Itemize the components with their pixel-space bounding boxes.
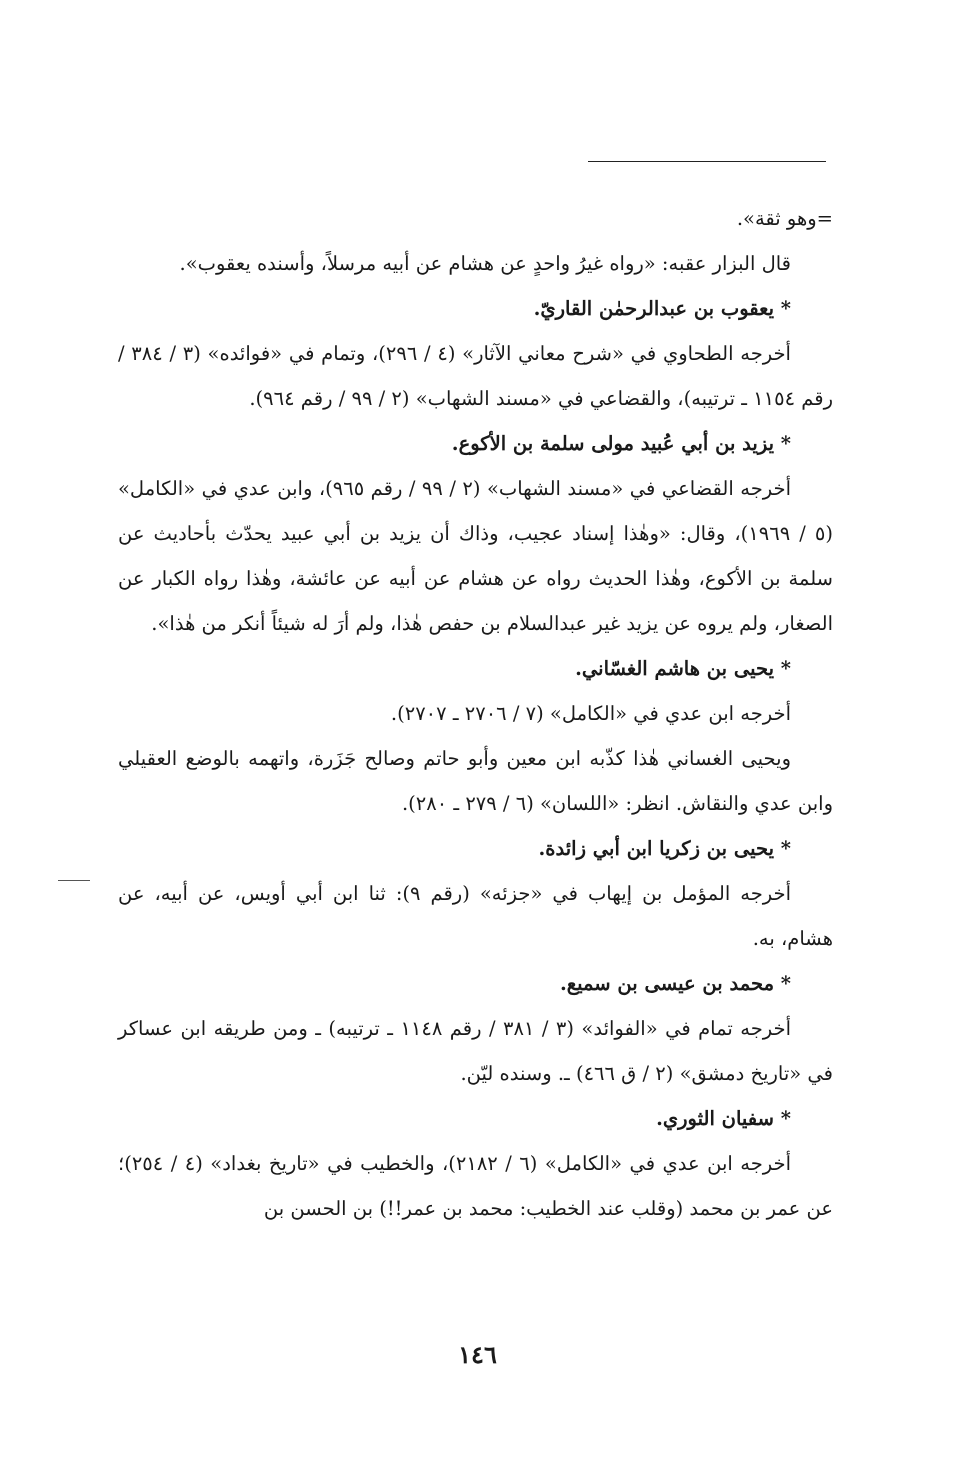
paragraph-tahawi: أخرجه الطحاوي في «شرح معاني الآثار» (٤ / ٢٩٦)، وتمام في «فوائده» (٣ / ٣٨٤ / رقم ١١٥٤ ـ ترتيبه)، والقضاعي في «مسند الشهاب» (٢ / ٩٩ / رقم ٩٦٤).	[118, 342, 833, 410]
paragraph-continuation: =وهو ثقة».	[736, 207, 833, 230]
paragraph-bazzar: قال البزار عقبه: «رواه غيرُ واحدٍ عن هشام عن أبيه مرسلاً، وأسنده يعقوب».	[179, 252, 791, 275]
footnote-separator-rule	[588, 161, 826, 162]
paragraph-tammam: أخرجه تمام في «الفوائد» (٣ / ٣٨١ / رقم ١١٤٨ ـ ترتيبه) ـ ومن طريقه ابن عساكر في «تاريخ دمشق» (٢ / ق ٤٦٦) ـ. وسنده ليّن.	[118, 1017, 833, 1085]
heading-yazid: * يزيد بن أبي عُبيد مولى سلمة بن الأكوع.	[451, 432, 791, 455]
paragraph-qudai: أخرجه القضاعي في «مسند الشهاب» (٢ / ٩٩ / رقم ٩٦٥)، وابن عدي في «الكامل» (٥ / ١٩٦٩)، وقال: «وهٰذا إسناد عجيب، وذاك أن يزيد بن أبي عبيد يحدّث بأحاديث عن سلمة بن الأكوع، وهٰذا الحديث رواه عن هشام عن أبيه عن عائشة، وهٰذا رواه الكبار عن الصغار، ولم يروه عن يزيد غير عبدالسلام بن حفص هٰذا، ولم أرَ له شيئاً أنكر من هٰذا».	[118, 477, 833, 635]
page-number: ١٤٦	[458, 1340, 497, 1369]
paragraph-ghassani: ويحيى الغساني هٰذا كذّبه ابن معين وأبو حاتم وصالح جَزَرة، واتهمه بالوضع العقيلي وابن عدي والنقاش. انظر: «اللسان» (٦ / ٢٧٩ ـ ٢٨٠).	[118, 747, 833, 815]
heading-yahya-zakariya: * يحيى بن زكريا ابن أبي زائدة.	[538, 837, 791, 860]
footnote-text	[118, 196, 833, 1231]
heading-yahya-hashim: * يحيى بن هاشم الغسّاني.	[575, 657, 791, 680]
heading-sufyan: * سفيان الثوري.	[656, 1107, 791, 1130]
heading-muhammad-isa: * محمد بن عيسى بن سميع.	[559, 972, 791, 995]
paragraph-khatib: أخرجه ابن عدي في «الكامل» (٦ / ٢١٨٢)، والخطيب في «تاريخ بغداد» (٤ / ٢٥٤)؛ عن عمر بن محمد (وقلب عند الخطيب: محمد بن عمر!!) بن الحسن بن	[118, 1152, 833, 1220]
margin-mark	[58, 880, 90, 881]
paragraph-ibn-adi: أخرجه ابن عدي في «الكامل» (٧ / ٢٧٠٦ ـ ٢٧٠٧).	[390, 702, 791, 725]
paragraph-muammal: أخرجه المؤمل بن إيهاب في «جزئه» (رقم ٩): ثنا ابن أبي أويس، عن أبيه، عن هشام، به.	[118, 882, 833, 950]
heading-yaqub: * يعقوب بن عبدالرحمٰن القاريّ.	[533, 297, 791, 320]
